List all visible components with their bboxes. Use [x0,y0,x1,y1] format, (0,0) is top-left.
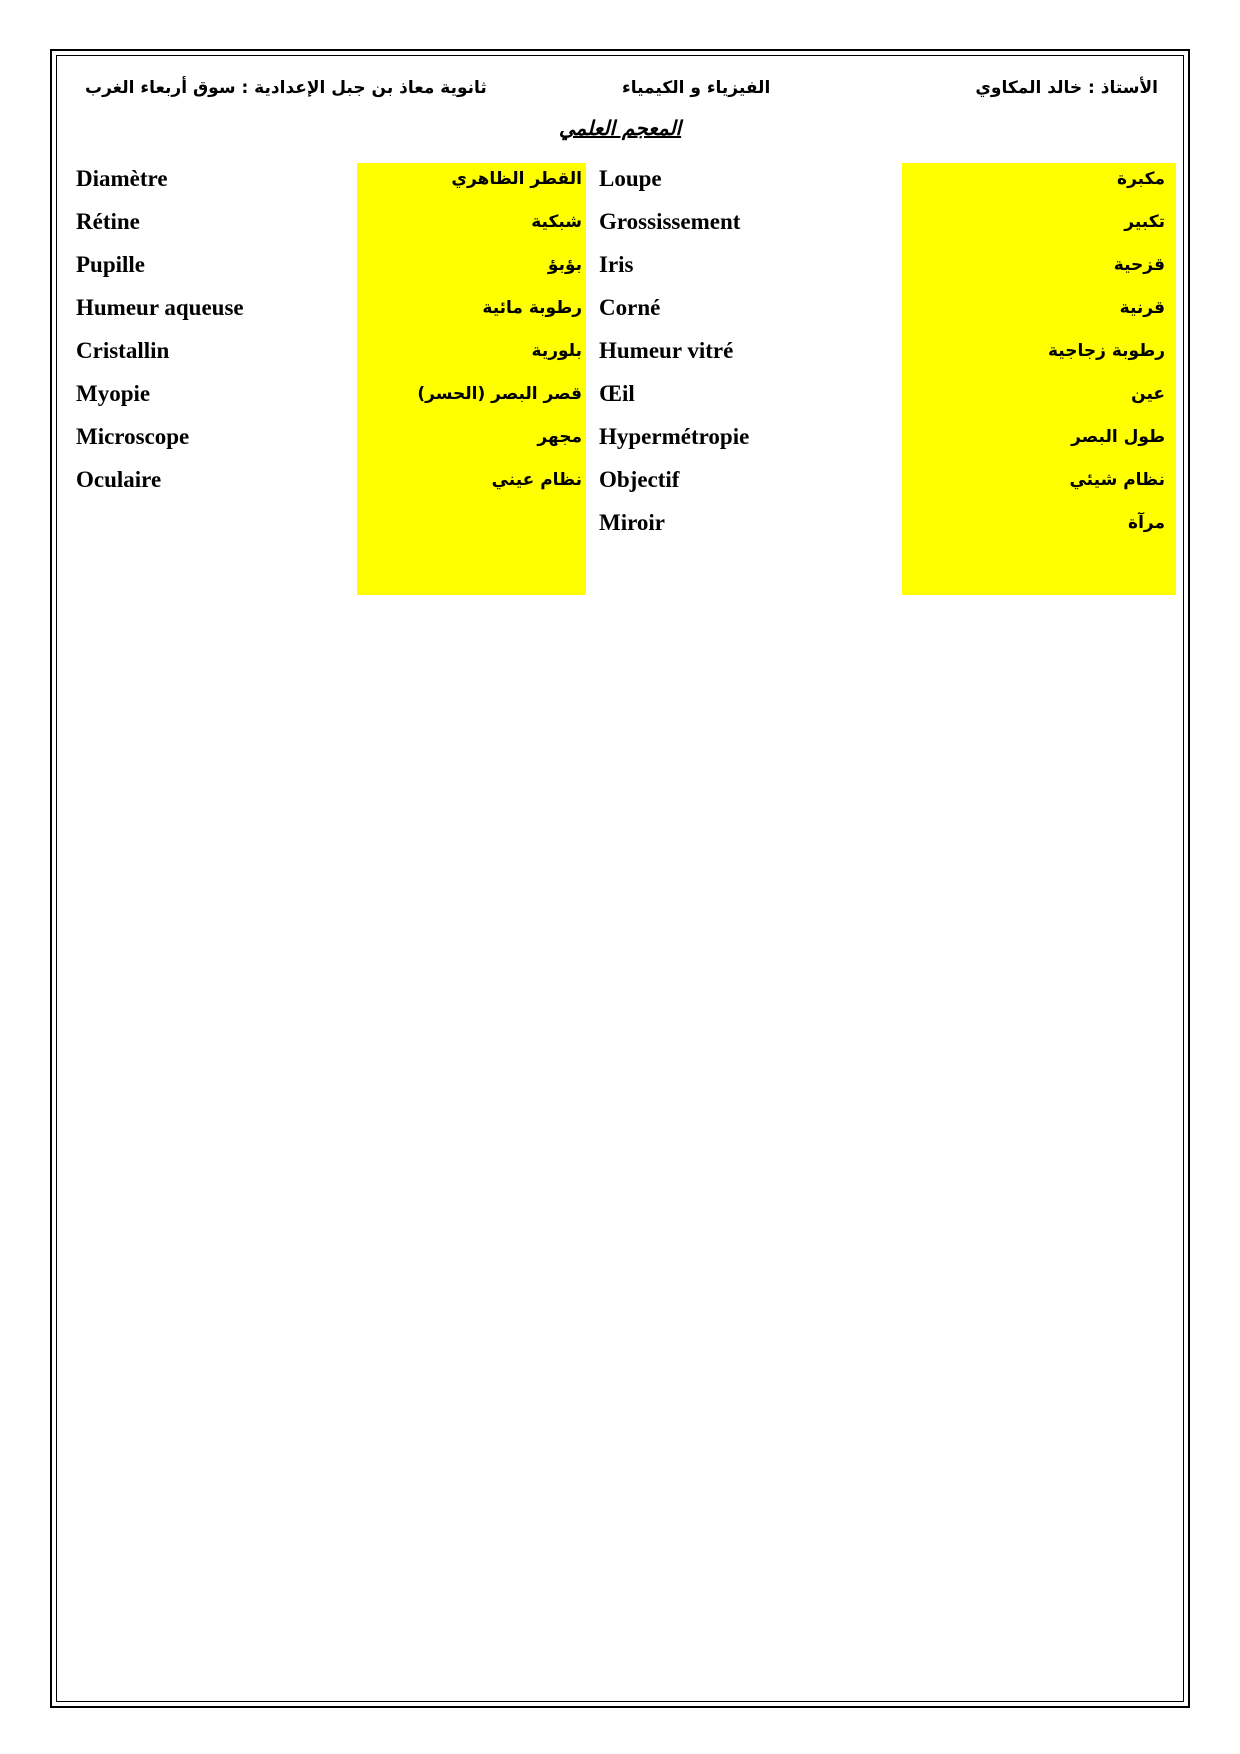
arabic-term: بلورية [531,341,582,361]
arabic-term: طول البصر [1071,427,1165,447]
french-term: Rétine [76,209,140,234]
arabic-term: قرنية [1119,298,1165,318]
glossary-row [0,292,1240,335]
french-term: Miroir [599,510,665,535]
french-term: Hypermétropie [599,424,750,449]
french-term: Grossissement [599,209,741,234]
glossary-row [0,464,1240,507]
arabic-term: تكبير [1124,212,1165,232]
french-term: Myopie [76,381,151,406]
arabic-term: نظام عيني [491,470,582,490]
page-title: المعجم العلمي [558,116,682,140]
french-term: Iris [599,252,634,277]
arabic-term: بؤبؤ [547,255,582,275]
french-term: Humeur vitré [599,338,734,363]
school-name: ثانوية معاذ بن جبل الإعدادية : سوق أربعاء الغرب [85,78,487,98]
arabic-term: نظام شيئي [1069,470,1165,490]
glossary-row [0,206,1240,249]
french-term: Œil [599,381,635,406]
arabic-term: مجهر [537,427,582,447]
arabic-term: القطر الظاهري [451,169,582,189]
french-term: Humeur aqueuse [76,295,244,320]
french-term: Cristallin [76,338,170,363]
arabic-term: شبكية [531,212,582,232]
french-term: Corné [599,295,661,320]
french-term: Pupille [76,252,146,277]
arabic-term: قصر البصر (الحسر) [417,384,582,404]
glossary-row [0,335,1240,378]
glossary-row [0,249,1240,292]
arabic-term: رطوبة مائية [482,298,582,318]
french-term: Oculaire [76,467,162,492]
french-term: Objectif [599,467,680,492]
arabic-term: مرآة [1128,513,1165,533]
french-term: Microscope [76,424,190,449]
glossary-row [0,378,1240,421]
french-term: Diamètre [76,166,168,191]
arabic-term: عين [1131,384,1165,404]
french-term: Loupe [599,166,662,191]
glossary-row [0,163,1240,206]
arabic-term: مكبرة [1117,169,1165,189]
arabic-term: رطوبة زجاجية [1048,341,1165,361]
glossary-row [0,507,1240,550]
arabic-term: قزحية [1113,255,1165,275]
teacher-name: الأستاذ : خالد المكاوي [975,78,1158,98]
subject-name: الفيزياء و الكيمياء [622,78,771,98]
glossary-row [0,421,1240,464]
